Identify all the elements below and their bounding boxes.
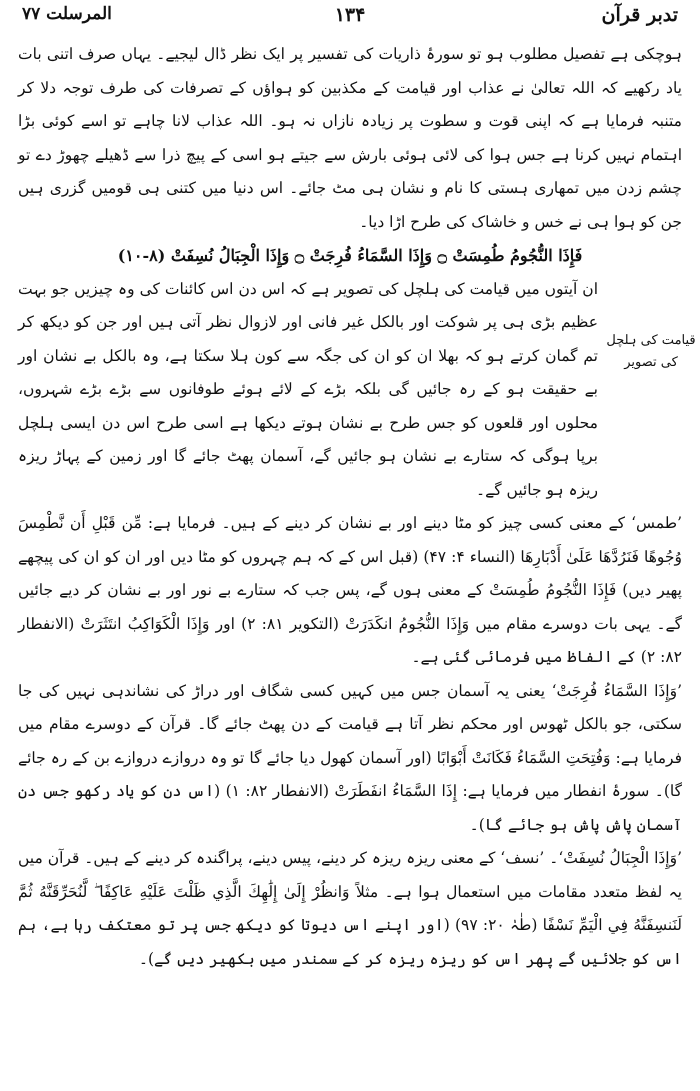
quran-verse-line: فَإِذَا النُّجُومُ طُمِسَتْ ۝ وَإِذَا السَّمَاءُ فُرِجَتْ ۝ وَإِذَا الْجِبَالُ نُسِفَتْ (۸-۱۰) bbox=[117, 246, 583, 265]
paragraph-5: ’وَإِذَا الْجِبَالُ نُسِفَتْ‘۔ ’نسف‘ کے معنی ریزہ ریزہ کر دینے، پیس دینے، پراگندہ کر دینے کے ہیں۔ قرآن میں یہ لفظ متعدد مقامات میں استعمال ہوا ہے۔ مثلاً وَانظُرْ إِلَىٰ إِلَٰهِكَ الَّذِي ظَلْتَ عَلَيْهِ عَاكِفًا ۖ لَّنُحَرِّقَنَّهُ ثُمَّ لَنَنسِفَنَّهُ فِي الْيَمِّ نَسْفًا (طٰہٰ ۲۰: ۹۷) (اور اپنے اس دیوتا کو دیکھ جس پر تو معتکف رہا ہے، ہم اس کو جلائیں گے پھر اس کو ریزہ ریزہ کر کے سمندر میں بکھیر دیں گے)۔ bbox=[18, 849, 683, 968]
page-header bbox=[14, 4, 686, 34]
page-number: ۱۳۴ bbox=[334, 4, 366, 26]
paragraph-2: ان آیتوں میں قیامت کی ہلچل کی تصویر ہے کہ اس دن اس کائنات کی وہ چیزیں جو بہت عظیم بڑی ہی پر شوکت اور بالکل غیر فانی اور لازوال نظر آتی ہیں اور جن کو دیکھ کر تم گمان کرتے ہو کہ بھلا ان کو ان کی جگہ سے کون ہلا سکتا ہے، وہ بالکل بے نشان اور بے حقیقت ہو کے رہ جائیں گی بلکہ بڑے کے لائے ہوئے طوفانوں سے بڑے بڑے شہروں، محلوں اور قلعوں کو جس طرح بے نشان ہوتے دیکھا ہے اسی طرح اس دن ایسی ہلچل برپا ہوگی کہ ستارے بے نشان ہو جائیں گے، آسمان پھٹ جائے گا اور زمین کے پہاڑ ریزہ ریزہ ہو جائیں گے۔ bbox=[18, 279, 598, 499]
margin-note: قیامت کی ہلچل کی تصویر bbox=[606, 333, 696, 370]
paragraph-4: ’وَإِذَا السَّمَاءُ فُرِجَتْ‘ یعنی یہ آسمان جس میں کہیں کسی شگاف اور دراڑ کی نشاندہی نہیں کی جا سکتی، جو بالکل ٹھوس اور محکم نظر آتا ہے قیامت کے دن پھٹ جائے گا۔ قرآن کے دوسرے مقام میں فرمایا ہے: وَفُتِحَتِ السَّمَاءُ فَكَانَتْ أَبْوَابًا (اور آسمان کھول دیا جائے گا تو وہ دروازے دروازے بن کے رہ جائے گا)۔ سورۂ انفطار میں فرمایا ہے: إِذَا السَّمَاءُ انفَطَرَتْ (الانفطار ۸۲: ۱) (اس دن کو یاد رکھو جس دن آسمان پاش پاش ہو جائے گا)۔ bbox=[18, 681, 683, 834]
paragraph-1: ہوچکی ہے تفصیل مطلوب ہو تو سورۂ ذاریات کی تفسیر پر ایک نظر ڈال لیجیے۔ یہاں صرف اتنی بات یاد رکھیے کہ اللہ تعالیٰ نے عذاب اور قیامت کے مکذبین کو ہواؤں کے تصرفات کی طرف توجہ دلا کر متنبہ فرمایا ہے کہ اپنی قوت و سطوت پر زیادہ نازاں نہ ہو۔ اللہ عذاب لانا چاہے تو اسے کوئی بڑا اہتمام نہیں کرنا ہے جس ہوا کی لائی ہوئی بارش سے جیتے ہو اسی کے پیچ ذرا سے ڈھیلے چھوڑ دے تو چشم زدن میں تمھاری ہستی کا نام و نشان ہی مٹ جائے۔ اس دنیا میں کتنی ہی قومیں گزری ہیں جن کو ہوا ہی نے خس و خاشاک کی طرح اڑا دیا۔ bbox=[18, 45, 682, 231]
page-body bbox=[18, 38, 683, 976]
surah-name: المرسلت ۷۷ bbox=[22, 4, 112, 24]
book-title: تدبر قرآن bbox=[601, 4, 678, 26]
paragraph-3: ’طمس‘ کے معنی کسی چیز کو مٹا دینے اور بے نشان کر دینے کے ہیں۔ فرمایا ہے: مِّن قَبْلِ أَن نَّطْمِسَ وُجُوهًا فَنَرُدَّهَا عَلَىٰ أَدْبَارِهَا (النساء ۴: ۴۷) (قبل اس کے کہ ہم چہروں کو مٹا دیں اور ان کو ان کی پیچھے پھیر دیں) فَإِذَا النُّجُومُ طُمِسَتْ کے معنی ہوں گے، پس جب کہ ستارے بے نور اور بے نشان کر دیے جائیں گے۔ یہی بات دوسرے مقام میں وَإِذَا النُّجُومُ انكَدَرَتْ (التکویر ۸۱: ۲) اور وَإِذَا الْكَوَاكِبُ انتَثَرَتْ (الانفطار ۸۲: ۲) کے الفاظ میں فرمائی گئی ہے۔ bbox=[18, 514, 683, 666]
